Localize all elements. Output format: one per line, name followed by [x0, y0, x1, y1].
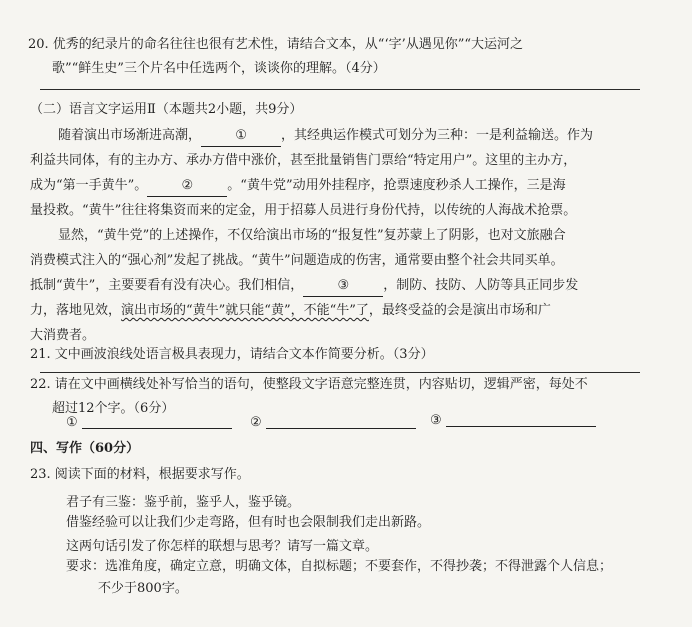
- section2-title: （二）语言文字运用Ⅱ（本题共2小题，共9分）: [30, 102, 303, 117]
- q20-answer-line: [40, 89, 640, 90]
- passage-line5: 显然，“黄牛党”的上述操作，不仅给演出市场的“报复性”复苏蒙上了阴影，也对文旅融合: [58, 228, 566, 243]
- passage-line9: 大消费者。: [30, 328, 96, 343]
- q23-requirements-line2: 不少于800字。: [98, 581, 188, 596]
- answer-label-2: ②: [250, 415, 262, 430]
- passage-line2: 利益共同体，有的主办方、承办方借中涨价，甚至批量销售门票给“特定用户”。这里的主办方，: [30, 153, 577, 168]
- passage-line3: [30, 177, 566, 197]
- blank-2: ②: [147, 177, 227, 197]
- passage-text: 。“黄牛党”动用外挂程序，抢票速度秒杀人工操作，三是海: [227, 178, 566, 193]
- passage-text: ，其经典运作模式可划分为三种：一是利益输送。作为: [281, 128, 594, 143]
- q20-line1: 20. 优秀的纪录片的命名往往也很有艺术性，请结合文本，从“‘字’从遇见你”“大运河之: [28, 37, 524, 52]
- answer-label-1: ①: [66, 415, 78, 430]
- passage-line1: [58, 127, 593, 147]
- passage-line6: 消费模式注入的“强心剂”发起了挑战。“黄牛”问题造成的伤害，通常要由整个社会共同买单。: [30, 253, 564, 268]
- q23-quote2: 借鉴经验可以让我们少走弯路，但有时也会限制我们走出新路。: [66, 515, 431, 530]
- passage-text: ，最终受益的会是演出市场和广: [368, 303, 551, 318]
- q20-line2: 歌”“鲜生史”三个片名中任选两个，谈谈你的理解。（4分）: [52, 61, 386, 76]
- q23-quote1: 君子有三鉴：鉴乎前，鉴乎人，鉴乎镜。: [66, 495, 301, 510]
- q21-question: 21. 文中画波浪线处语言极具表现力，请结合文本作简要分析。（3分）: [30, 347, 434, 362]
- passage-line7: [30, 277, 578, 297]
- passage-text: 力，落地见效，: [30, 303, 122, 318]
- passage-text: ，制防、技防、人防等具正同步发: [383, 278, 579, 293]
- answer-blank-1[interactable]: [82, 428, 232, 429]
- answer-blank-3[interactable]: [446, 426, 596, 427]
- q23-prompt: 这两句话引发了你怎样的联想与思考？请写一篇文章。: [66, 539, 379, 554]
- q23-requirements-line1: 要求：选准角度，确定立意，明确文体，自拟标题；不要套作，不得抄袭；不得泄露个人信息；: [66, 559, 613, 574]
- wavy-underlined-sentence: 演出市场的“黄牛”就只能“黄”，不能“牛”了: [121, 303, 369, 318]
- blank-3: ③: [303, 277, 383, 297]
- blank-1: ①: [201, 127, 281, 147]
- q23-intro: 23. 阅读下面的材料，根据要求写作。: [30, 467, 250, 482]
- passage-text: 抵制“黄牛”，主要要看有没有决心。我们相信，: [30, 278, 304, 293]
- q22-line1: 22. 请在文中画横线处补写恰当的语句，使整段文字语意完整连贯，内容贴切，逻辑严密，每处不: [30, 377, 588, 392]
- section4-title: 四、写作（60分）: [30, 441, 140, 456]
- q21-answer-line: [40, 372, 640, 373]
- passage-line8: [30, 302, 551, 320]
- passage-text: 成为“第一手黄牛”。: [30, 178, 148, 193]
- answer-blank-2[interactable]: [266, 428, 416, 429]
- answer-label-3: ③: [430, 413, 442, 428]
- passage-line4: 量投救。“黄牛”往往将集资而来的定金，用于招募人员进行身份代持，以传统的人海战术抢票。: [30, 203, 577, 218]
- passage-text: 随着演出市场渐进高潮，: [58, 128, 202, 143]
- q22-line2: 超过12个字。（6分）: [52, 401, 175, 416]
